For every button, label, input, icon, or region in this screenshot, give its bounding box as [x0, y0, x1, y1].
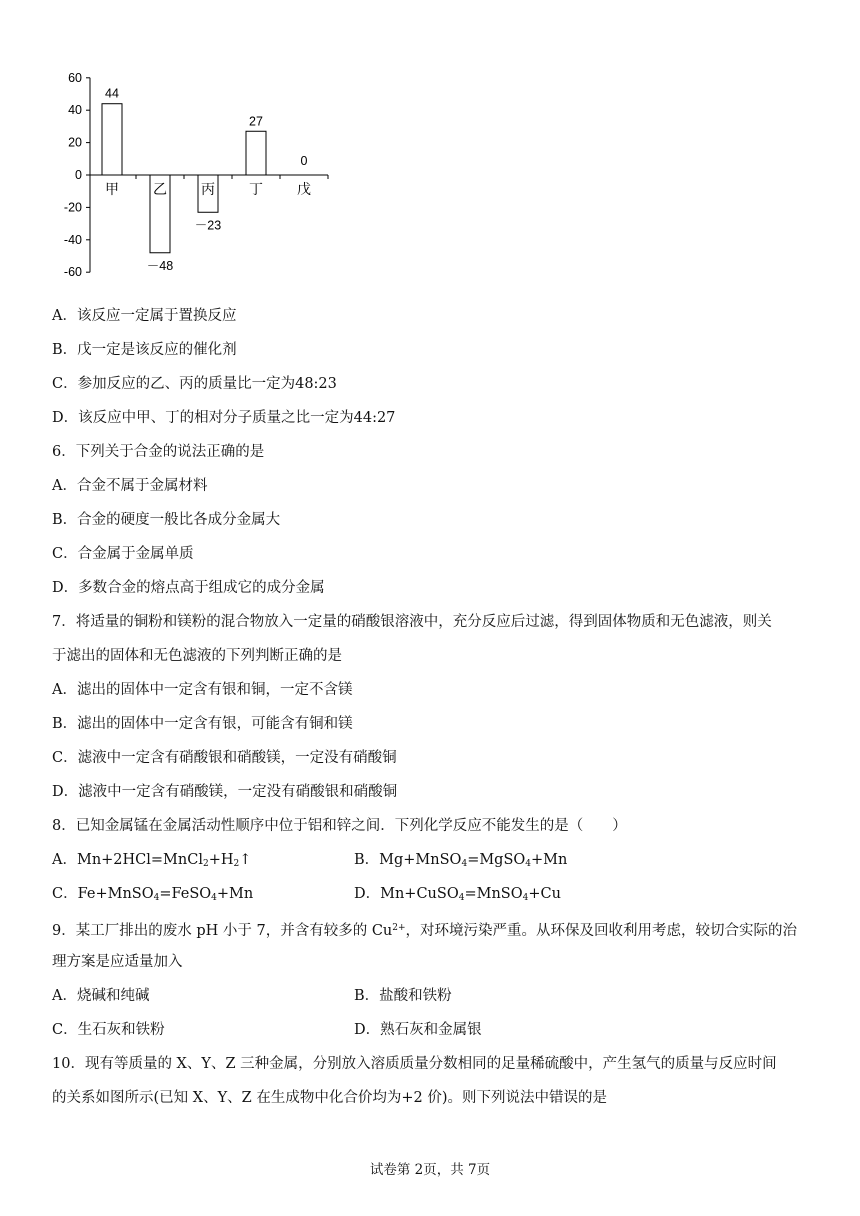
q9-option-d: D．熟石灰和金属银	[354, 1022, 482, 1038]
q10-stem-line2: 的关系如图所示(已知 X、Y、Z 在生成物中化合价均为+2 价)。则下列说法中错误的是	[52, 1090, 607, 1106]
y-tick-label: 60	[68, 70, 82, 85]
q7-option-c: C．滤液中一定含有硝酸银和硝酸镁，一定没有硝酸铜	[52, 750, 397, 766]
bar	[102, 104, 122, 175]
q5-option-b: B．戊一定是该反应的催化剂	[52, 342, 237, 358]
q5-option-d: D．该反应中甲、丁的相对分子质量之比一定为44:27	[52, 410, 396, 426]
q7-option-a: A．滤出的固体中一定含有银和铜，一定不含镁	[52, 682, 353, 698]
x-category-label: 乙	[153, 182, 167, 198]
x-category-label: 甲	[105, 182, 119, 198]
q7-option-d: D．滤液中一定含有硝酸镁，一定没有硝酸银和硝酸铜	[52, 784, 398, 800]
y-tick-label: 0	[75, 168, 82, 182]
q10-stem-line1: 10．现有等质量的 X、Y、Z 三种金属，分别放入溶质质量分数相同的足量稀硫酸中，产生氢气的质量与反应时间	[52, 1056, 777, 1072]
y-tick-label: -60	[63, 265, 82, 280]
q8-option-d: D．Mn+CuSO$_4$=MnSO$_4$+Cu	[354, 886, 561, 903]
q8-option-c: C．Fe+MnSO$_4$=FeSO$_4$+Mn	[52, 886, 254, 903]
q9-stem-line1: 9．某工厂排出的废水 pH 小于 7，并含有较多的 $Cu^{2+}$，对环境污染严重。从环保及回收利用考虑，较切合实际的治	[52, 923, 798, 939]
q9-option-a: A．烧碱和纯碱	[52, 988, 150, 1004]
q5-option-c: C．参加反应的乙、丙的质量比一定为48:23	[52, 376, 337, 392]
data-label: －23	[194, 218, 222, 233]
bar-chart	[52, 58, 342, 290]
data-label: 0	[300, 154, 308, 168]
q9-option-b: B．盐酸和铁粉	[354, 988, 452, 1004]
y-tick-label: -20	[63, 200, 82, 215]
y-tick-label: 20	[68, 135, 82, 150]
q6-option-c: C．合金属于金属单质	[52, 546, 194, 562]
q6-option-b: B．合金的硬度一般比各成分金属大	[52, 512, 281, 528]
q9-stem-line2: 理方案是应适量加入	[52, 954, 183, 970]
q9-option-c: C．生石灰和铁粉	[52, 1022, 165, 1038]
bar	[246, 131, 266, 175]
q6-stem: 6．下列关于合金的说法正确的是	[52, 444, 265, 460]
q7-stem-line1: 7．将适量的铜粉和镁粉的混合物放入一定量的硝酸银溶液中，充分反应后过滤，得到固体物质和无色滤液，则关	[52, 614, 772, 630]
data-label: 44	[105, 86, 119, 101]
q6-option-d: D．多数合金的熔点高于组成它的成分金属	[52, 580, 325, 596]
q8-option-a: A．$Mn+2HCl=MnCl_2+H_2↑$	[52, 852, 252, 869]
x-category-label: 丙	[201, 182, 215, 198]
page-footer: 试卷第 2页，共 7页	[369, 1162, 491, 1178]
data-label: －48	[146, 258, 174, 273]
x-category-label: 戊	[297, 182, 311, 198]
q8-option-b: B．Mg+MnSO$_4$=MgSO$_4$+Mn	[354, 852, 568, 869]
q8-stem: 8．已知金属锰在金属活动性顺序中位于铝和锌之间．下列化学反应不能发生的是（ ）	[52, 818, 627, 834]
y-tick-label: -40	[63, 232, 82, 247]
data-label: 27	[249, 114, 263, 129]
x-category-label: 丁	[249, 182, 263, 198]
q7-stem-line2: 于滤出的固体和无色滤液的下列判断正确的是	[52, 648, 342, 664]
q6-option-a: A．合金不属于金属材料	[52, 478, 208, 494]
q5-option-a: A．该反应一定属于置换反应	[52, 308, 237, 324]
y-tick-label: 40	[68, 103, 82, 118]
q7-option-b: B．滤出的固体中一定含有银，可能含有铜和镁	[52, 716, 353, 732]
